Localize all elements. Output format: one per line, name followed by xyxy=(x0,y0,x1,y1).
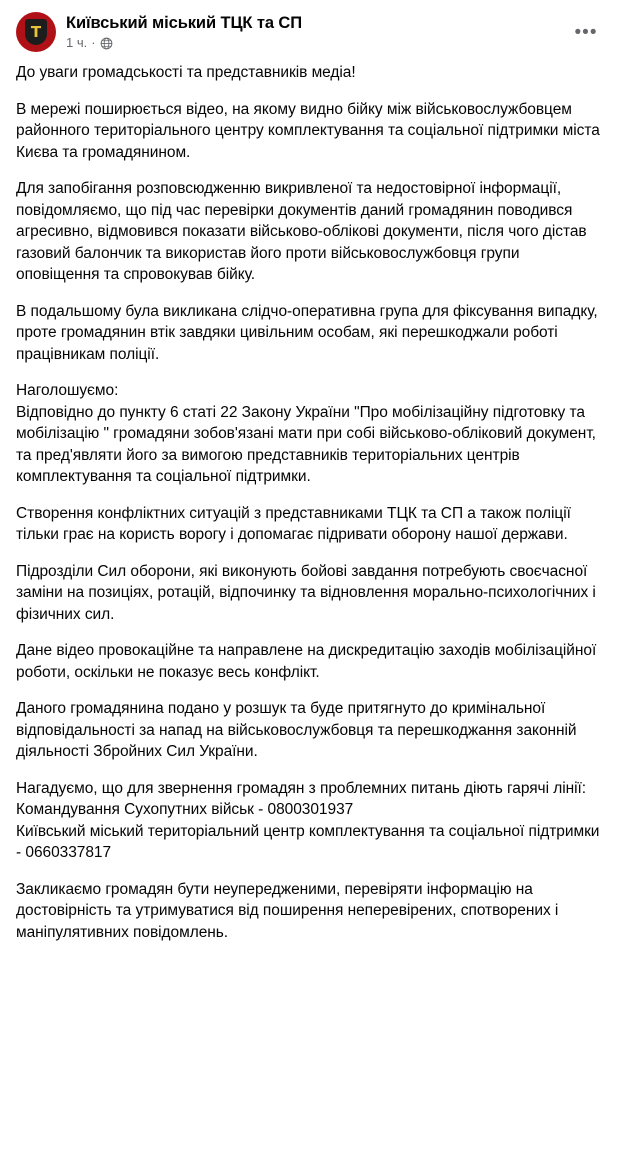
post-paragraph: Наголошуємо: xyxy=(16,382,119,399)
tryzub-icon: Т xyxy=(30,22,42,41)
post-hotline-tck: Київський міський територіальний центр комплектування та соціальної підтримки - 0660337817 xyxy=(16,822,604,861)
post-paragraph: Даного громадянина подано у розшук та буде притягнуто до кримінальної відповідальності за напад на військовослужбовця та перешкоджання законній діяльності Збройних Сил України. xyxy=(16,700,581,760)
post-paragraph: Відповідно до пункту 6 статі 22 Закону України "Про мобілізаційну підготовку та мобілізацію " громадяни зобов'язані мати при собі військово-обліковий документ, та пред'являти його за вимогою представників територіальних центрів комплектування та соціальної підтримки. xyxy=(16,403,601,485)
post-paragraph: В подальшому була викликана слідчо-оперативна група для фіксування випадку, проте громадянин втік завдяки цивільним особам, які перешкоджали роботі працівникам поліції. xyxy=(16,302,602,363)
post-paragraph: Для запобігання розповсюдженню викривленої та недостовірної інформації, повідомляємо, що під час перевірки документів даний громадянин поводився агресивно, відмовився показати військово-облікові документи, після чого дістав газовий балончик та використав його проти військовослужбовця групи оповіщення та спровокував бійку. xyxy=(16,180,591,283)
emblem-shield-icon xyxy=(25,19,47,45)
post-paragraph: В мережі поширюється відео, на якому видно бійку між військовослужбовцем районного територіального центру комплектування та соціальної підтримки міста Києва та громадянином. xyxy=(16,100,605,161)
post-paragraph: Створення конфліктних ситуацій з представниками ТЦК та СП а також поліції тільки грає на користь ворогу і допомагає підривати оборону нашої держави. xyxy=(16,504,576,543)
post-paragraph: До уваги громадськості та представників медіа! xyxy=(16,64,356,81)
post-meta xyxy=(66,35,302,51)
more-options-icon[interactable]: ••• xyxy=(574,21,598,43)
post-paragraph: Нагадуємо, що для звернення громадян з проблемних питань діють гарячі лінії: xyxy=(16,779,587,797)
post-paragraph: Підрозділи Сил оборони, які виконують бойові завдання потребують своєчасної заміни на позиціях, ротацій, відпочинку та відновлення морально-психологічних і фізичних сил. xyxy=(16,562,601,623)
meta-separator: · xyxy=(91,35,96,50)
page-name[interactable]: Київський міський ТЦК та СП xyxy=(66,14,302,32)
post-header-text xyxy=(66,12,302,51)
post-paragraph: Дане відео провокаційне та направлене на дискредитацію заходів мобілізаційної роботи, оскільки не показує весь конфлікт. xyxy=(16,642,601,681)
post-timestamp[interactable]: 1 ч. xyxy=(66,35,88,50)
post-header xyxy=(16,12,602,52)
avatar[interactable] xyxy=(16,12,56,52)
post-paragraph: Закликаємо громадян бути неупередженими, перевіряти інформацію на достовірність та утримуватися від поширення неперевірених, спотворених і маніпулятивних повідомлень. xyxy=(16,880,563,941)
globe-icon[interactable] xyxy=(100,37,113,50)
post-hotline-army: Командування Сухопутних військ - 0800301937 xyxy=(16,801,354,818)
post-message xyxy=(16,62,605,957)
